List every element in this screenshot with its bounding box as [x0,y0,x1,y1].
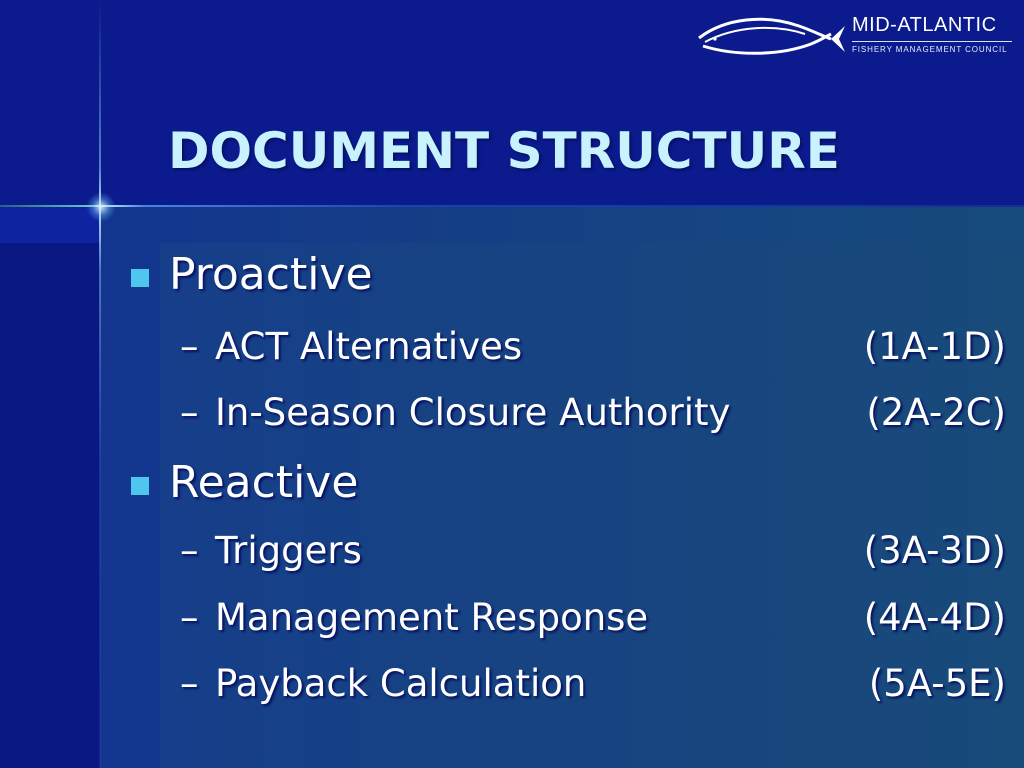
dash-icon: – [180,325,199,368]
sub-bullet-closure-authority [180,391,1010,441]
sub-bullet-label: ACT Alternatives [215,325,523,368]
sub-bullet-management-response [180,596,1010,646]
dash-icon: – [180,596,199,639]
sub-bullet-payback-calculation [180,662,1010,712]
square-bullet-icon [131,269,149,287]
section-range: (3A-3D) [863,529,1006,572]
sub-bullet-label: Payback Calculation [215,662,587,705]
dash-icon: – [180,662,199,705]
logo-subtitle: FISHERY MANAGEMENT COUNCIL [852,45,1008,54]
section-range: (4A-4D) [863,596,1006,639]
square-bullet-icon [131,477,149,495]
dash-icon: – [180,391,199,434]
section-range: (2A-2C) [866,391,1006,434]
sub-bullet-label: In-Season Closure Authority [215,391,731,434]
dash-icon: – [180,529,199,572]
bullet-label: Reactive [169,457,359,508]
section-range: (5A-5E) [868,662,1006,705]
section-range: (1A-1D) [863,325,1006,368]
logo-name: MID-ATLANTIC [852,14,997,36]
sub-bullet-act-alternatives [180,325,1010,375]
slide-title: DOCUMENT STRUCTURE [168,122,840,180]
sub-bullet-label: Management Response [215,596,649,639]
bullet-label: Proactive [169,249,373,300]
sub-bullet-label: Triggers [215,529,362,572]
sub-bullet-triggers [180,529,1010,579]
